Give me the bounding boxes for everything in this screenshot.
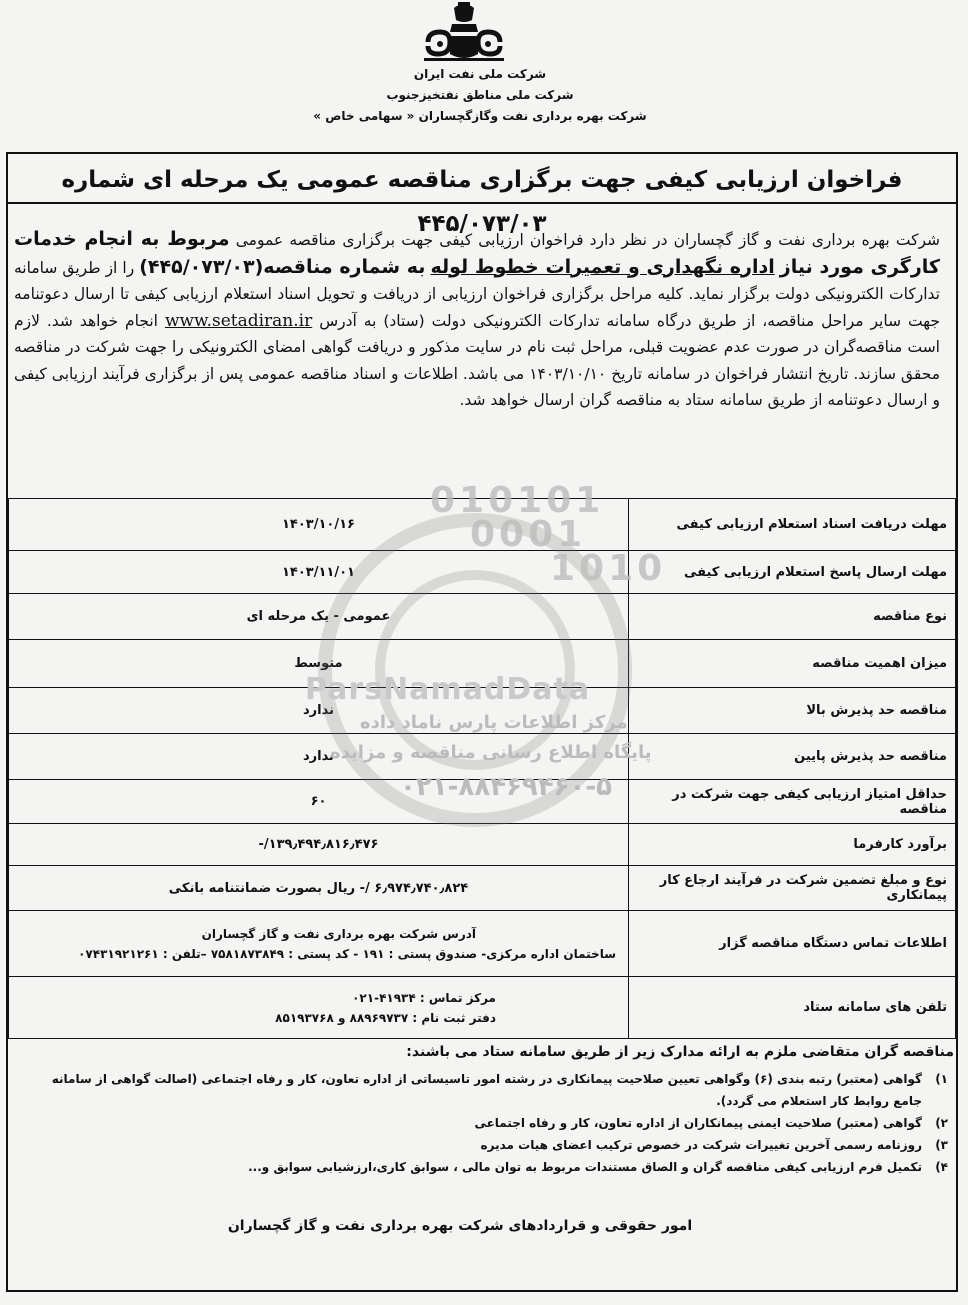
setad-url-link[interactable]: www.setadiran.ir <box>164 310 313 331</box>
announcement-title: فراخوان ارزیابی کیفی جهت برگزاری مناقصه عمومی یک مرحله ای شماره ۴۴۵/۰۷۳/۰۳ <box>8 158 956 204</box>
table-row <box>9 594 956 640</box>
setad-call-center: مرکز تماس : ۴۱۹۳۴-۰۲۱ <box>352 990 496 1005</box>
setad-key: تلفن های سامانه ستاد <box>629 977 956 1039</box>
watermark-digits <box>430 480 667 589</box>
org-line-1: شرکت ملی نفت ایران <box>413 67 547 81</box>
intro-paragraph <box>14 226 940 414</box>
item-number: ۱) <box>935 1072 948 1086</box>
row-value: ۱۳۹٫۴۹۴٫۸۱۶٫۴۷۶/- <box>9 824 629 866</box>
requirements-title: مناقصه گران متقاضی ملزم به ارائه مدارک زیر از طریق سامانه ستاد می باشند: <box>406 1044 954 1060</box>
contact-address-detail: ساختمان اداره مرکزی- صندوق پستی : ۱۹۱ - کد پستی : ۷۵۸۱۸۷۳۸۴۹ –تلفن : ۰۷۴۳۱۹۲۱۲۶۱ <box>78 946 616 961</box>
watermark-brand: ParsNamadData <box>305 672 591 707</box>
footer-signature: امور حقوقی و قراردادهای شرکت بهره برداری نفت و گاز گچساران <box>227 1218 693 1234</box>
watermark-digits-1: 010101 <box>430 480 605 521</box>
watermark-digits-2: 0001 <box>470 514 587 555</box>
item-number: ۴) <box>935 1160 948 1174</box>
intro-department: اداره نگهداری و تعمیرات خطوط لوله <box>430 255 775 278</box>
row-key: برآورد کارفرما <box>629 824 956 866</box>
row-key: مناقصه حد پذیرش بالا <box>629 688 956 734</box>
list-item <box>38 1112 948 1134</box>
item-number: ۳) <box>935 1138 948 1152</box>
intro-part-6: انجام خواهد شد. لازم است مناقصه‌گران در صورت عدم عضویت قبلی، مراحل ثبت نام در سایت مذکور و دریافت گواهی امضای الکترونیکی را جهت شرکت در مناقصه محقق سازند. تاریخ انتشار فراخوان در سامانه تاریخ ۱۴۰۳/۱۰/۱۰ می باشد. اطلاعات و اسناد مناقصه عمومی پس از برگزاری فرآیند ارزیابی کیفی و ارسال دعوتنامه از طریق سامانه ستاد به مناقصه گران ارسال خواهد شد. <box>14 311 940 409</box>
intro-service-phrase: مربوط به انجام خدمات کارگری مورد نیاز <box>14 228 940 278</box>
list-item <box>38 1134 948 1156</box>
row-value: ندارد <box>9 688 629 734</box>
item-text: تکمیل فرم ارزیابی کیفی مناقصه گران و الصاق مستندات مربوط به توان مالی ، سوابق کاری،ارزشیابی سوابق و... <box>248 1160 922 1174</box>
row-key: حداقل امتیاز ارزیابی کیفی جهت شرکت در مناقصه <box>629 780 956 824</box>
list-item <box>38 1156 948 1178</box>
row-key: مناقصه حد پذیرش پایین <box>629 734 956 780</box>
contact-address-title: آدرس شرکت بهره برداری نفت و گاز گچساران <box>201 926 476 941</box>
org-line-2: شرکت ملی مناطق نفتخیزجنوب <box>386 88 574 102</box>
requirements-list <box>38 1068 948 1178</box>
watermark-line-3: ۰۲۱-۸۸۴۶۹۴۶۰-۵ <box>400 772 613 802</box>
setad-value <box>9 977 629 1039</box>
setad-registration-office: دفتر ثبت نام : ۸۸۹۶۹۷۳۷ و ۸۵۱۹۳۷۶۸ <box>275 1010 496 1025</box>
row-key: نوع و مبلغ تضمین شرکت در فرآیند ارجاع کار پیمانکاری <box>629 866 956 911</box>
nioc-logo <box>414 2 514 64</box>
intro-part-5: را از طریق سامانه تدارکات الکترونیکی دولت برگزار نماید. کلیه مراحل برگزاری فراخوان ارزیابی از دریافت و تحویل اسناد استعلام ارزیابی کیفی تا ارسال دعوتنامه جهت سایر مراحل مناقصه، از طریق درگاه سامانه تدارکات الکترونیکی دولت (ستاد) به آدرس <box>14 258 940 330</box>
item-number: ۲) <box>935 1116 948 1130</box>
item-text: گواهی (معتبر) رتبه بندی (۶) وگواهی تعیین صلاحیت پیمانکاری در رشته امور تاسیساتی از اداره تعاون، کار و رفاه اجتماعی (اصالت گواهی از سامانه جامع روابط کار استعلام می گردد). <box>51 1072 922 1108</box>
table-row <box>9 866 956 911</box>
row-value: ۱۴۰۳/۱۰/۱۶ <box>9 499 629 551</box>
contact-value <box>9 911 629 977</box>
row-key: میزان اهمیت مناقصه <box>629 640 956 688</box>
row-value: ندارد <box>9 734 629 780</box>
item-text: گواهی (معتبر) صلاحیت ایمنی پیمانکاران از اداره تعاون، کار و رفاه اجتماعی <box>474 1116 922 1130</box>
list-item <box>38 1068 948 1112</box>
row-value: ۶٫۹۷۴٫۷۴۰٫۸۲۴ /- ریال بصورت ضمانتنامه بانکی <box>9 866 629 911</box>
item-text: روزنامه رسمی آخرین تغییرات شرکت در خصوص ترکیب اعضای هیات مدیره <box>480 1138 922 1152</box>
intro-tender-number: به شماره مناقصه(۴۴۵/۰۷۳/۰۳) <box>139 255 426 278</box>
table-row-contact <box>9 911 956 977</box>
table-row <box>9 824 956 866</box>
contact-key: اطلاعات تماس دستگاه مناقصه گزار <box>629 911 956 977</box>
company-header <box>280 64 680 127</box>
row-key: مهلت دریافت اسناد استعلام ارزیابی کیفی <box>629 499 956 551</box>
row-value: ۱۴۰۳/۱۱/۰۱ <box>9 551 629 594</box>
intro-part-1: شرکت بهره برداری نفت و گاز گچساران در نظر دارد فراخوان ارزیابی کیفی جهت برگزاری مناقصه عمومی <box>235 231 940 249</box>
org-line-3: شرکت بهره برداری نفت وگازگچساران « سهامی خاص » <box>313 109 647 123</box>
row-value: عمومی - یک مرحله ای <box>9 594 629 640</box>
row-key: مهلت ارسال پاسخ استعلام ارزیابی کیفی <box>629 551 956 594</box>
watermark-line-2: پایگاه اطلاع رسانی مناقصه و مزایده <box>330 742 652 763</box>
row-value: ۶۰ <box>9 780 629 824</box>
row-key: نوع مناقصه <box>629 594 956 640</box>
watermark-line-1: مرکز اطلاعات پارس ناماد داده <box>360 712 628 733</box>
watermark-digits-3: 1010 <box>550 548 667 589</box>
table-row-setad <box>9 977 956 1039</box>
row-value: متوسط <box>9 640 629 688</box>
